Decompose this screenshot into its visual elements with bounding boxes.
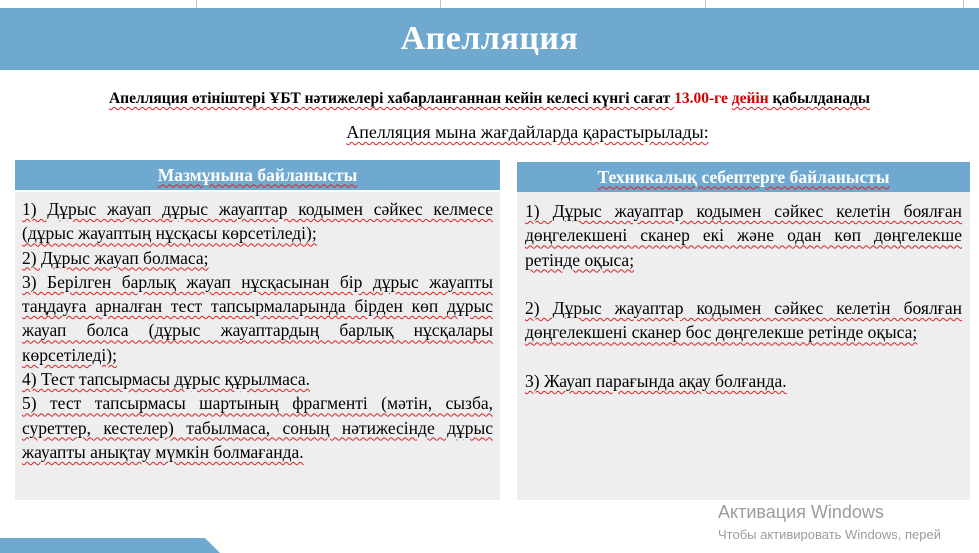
watermark-title: Активация Windows <box>718 502 884 522</box>
bottom-decor-bar <box>0 538 205 553</box>
right-header-text: Техникалық себептерге байланысты <box>597 166 890 187</box>
notice-text: Апелляция өтініштері ҰБТ нәтижелері хабарланғаннан кейін келесі күнгі сағат <box>108 90 675 107</box>
list-item: 2) Дұрыс жауап болмаса; <box>22 247 209 268</box>
notice-after: қабылданады <box>768 90 870 107</box>
list-item: 1) Дұрыс жауаптар кодымен сәйкес келетін боялған дөңгелекшені сканер екі және одан көп дөңгелекше ретінде оқыса; <box>525 201 962 270</box>
left-column-body <box>15 192 500 500</box>
notice-word: дейін <box>731 90 769 107</box>
right-column-header <box>517 162 970 192</box>
windows-activation-watermark <box>718 502 941 542</box>
page-title: Апелляция <box>400 20 579 57</box>
list-item: 4) Тест тапсырмасы дұрыс құрылмаса. <box>22 369 311 390</box>
divider <box>440 0 441 8</box>
list-item: 3) Берілген барлық жауап нұсқасынан бір дұрыс жауапты таңдауға арналған тест тапсырмаларында бірден көп дұрыс жауап болса (дұрыс жауаптардың барлық нұсқалары көрсетіледі); <box>22 271 493 365</box>
list-item: 2) Дұрыс жауаптар кодымен сәйкес келетін боялған дөңгелекшені сканер бос дөңгелекше ретінде оқыса; <box>525 298 962 343</box>
notice-time: 13.00-ге <box>674 90 728 107</box>
list-item: 3) Жауап парағында ақау болғанда. <box>525 371 787 392</box>
subtitle: Апелляция мына жағдайларда қарастырылады: <box>346 122 709 142</box>
left-column-header <box>15 160 500 190</box>
spacer <box>525 345 962 369</box>
watermark-subtitle: Чтобы активировать Windows, перей <box>718 527 942 542</box>
list-item: 5) тест тапсырмасы шартының фрагменті (мәтін, сызба, суреттер, кестелер) табылмаса, соның нәтижесінде дұрыс жауапты анықтау мүмкін болмағанда. <box>22 393 493 462</box>
title-banner <box>0 8 979 70</box>
divider <box>963 0 964 8</box>
top-strip <box>0 0 979 8</box>
divider <box>705 0 706 8</box>
left-header-text: Мазмұнына байланысты <box>157 164 358 185</box>
spacer <box>525 272 962 296</box>
right-column-body <box>517 192 970 500</box>
notice-line <box>0 90 979 108</box>
list-item: 1) Дұрыс жауап дұрыс жауаптар кодымен сәйкес келмесе (дұрыс жауаптың нұсқасы көрсетіледі); <box>22 199 493 244</box>
divider <box>196 0 197 8</box>
